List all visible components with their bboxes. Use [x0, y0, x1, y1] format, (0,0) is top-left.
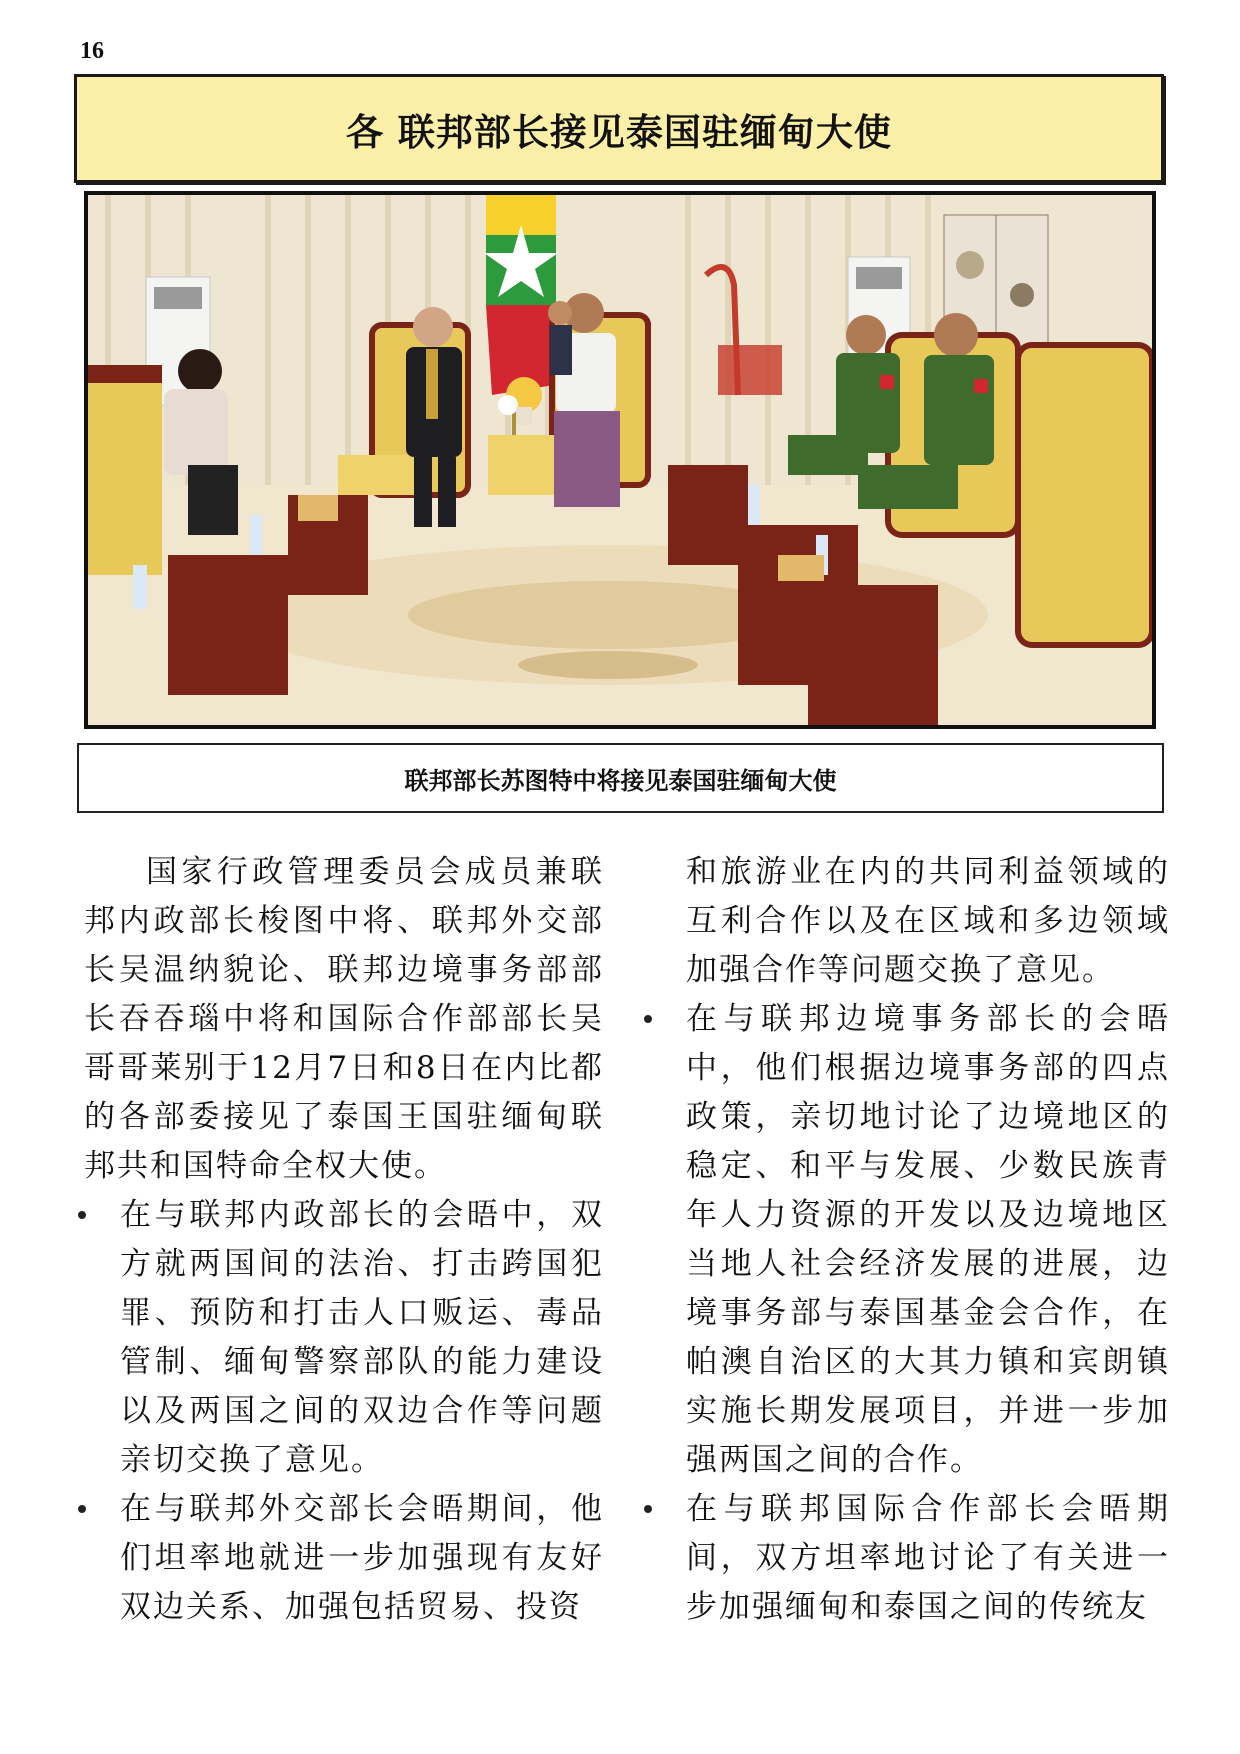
- bullet-text: 在与联邦边境事务部长的会晤中，他们根据边境事务部的四点政策，亲切地讨论了边境地区的稳定、和平与发展、少数民族青年人力资源的开发以及边境地区当地人社会经济发展的进展，边境事务部与泰国基金会合作，在帕澳自治区的大其力镇和宾朗镇实施长期发展项目，并进一步加强两国之间的合作。: [686, 1001, 1170, 1478]
- bullet-list-left: [84, 1191, 604, 1632]
- bullet-text: 在与联邦内政部长的会晤中，双方就两国间的法治、打击跨国犯罪、预防和打击人口贩运、毒品管制、缅甸警察部队的能力建设以及两国之间的双边合作等问题亲切交换了意见。: [120, 1197, 604, 1478]
- continuation-text: 和旅游业在内的共同利益领域的互利合作以及在区域和多边领域加强合作等问题交换了意见。: [686, 854, 1170, 988]
- bullet-icon: [78, 1211, 86, 1219]
- meeting-photo: [84, 191, 1156, 729]
- list-item-continuation: [650, 848, 1170, 995]
- bullet-text: 在与联邦国际合作部长会晤期间，双方坦率地讨论了有关进一步加强缅甸和泰国之间的传统友: [686, 1491, 1170, 1625]
- page-title: 各 联邦部长接见泰国驻缅甸大使: [346, 110, 892, 154]
- intro-paragraph: 国家行政管理委员会成员兼联邦内政部长梭图中将、联邦外交部长吴温纳貌论、联邦边境事务部部长吞吞瑙中将和国际合作部部长吴哥哥莱别于12月7日和8日在内比都的各部委接见了泰国王国驻缅甸联邦共和国特命全权大使。: [84, 854, 604, 1184]
- bullet-icon: [644, 1505, 652, 1513]
- bullet-icon: [644, 1015, 652, 1023]
- list-item: [84, 1485, 604, 1632]
- list-item: [650, 995, 1170, 1485]
- bullet-icon: [78, 1505, 86, 1513]
- title-banner: [74, 74, 1164, 183]
- page-number: 16: [80, 38, 104, 64]
- photo-meeting-image: [88, 195, 1152, 725]
- photo-caption: 联邦部长苏图特中将接见泰国驻缅甸大使: [404, 766, 837, 795]
- list-item: [650, 1485, 1170, 1632]
- bullet-text: 在与联邦外交部长会晤期间，他们坦率地就进一步加强现有友好双边关系、加强包括贸易、投资: [120, 1491, 604, 1625]
- list-item: [84, 1191, 604, 1485]
- bullet-list-right: [650, 848, 1170, 1632]
- photo-caption-box: [77, 743, 1164, 813]
- article-column-left: [84, 848, 604, 1632]
- article-column-right: [650, 848, 1170, 1632]
